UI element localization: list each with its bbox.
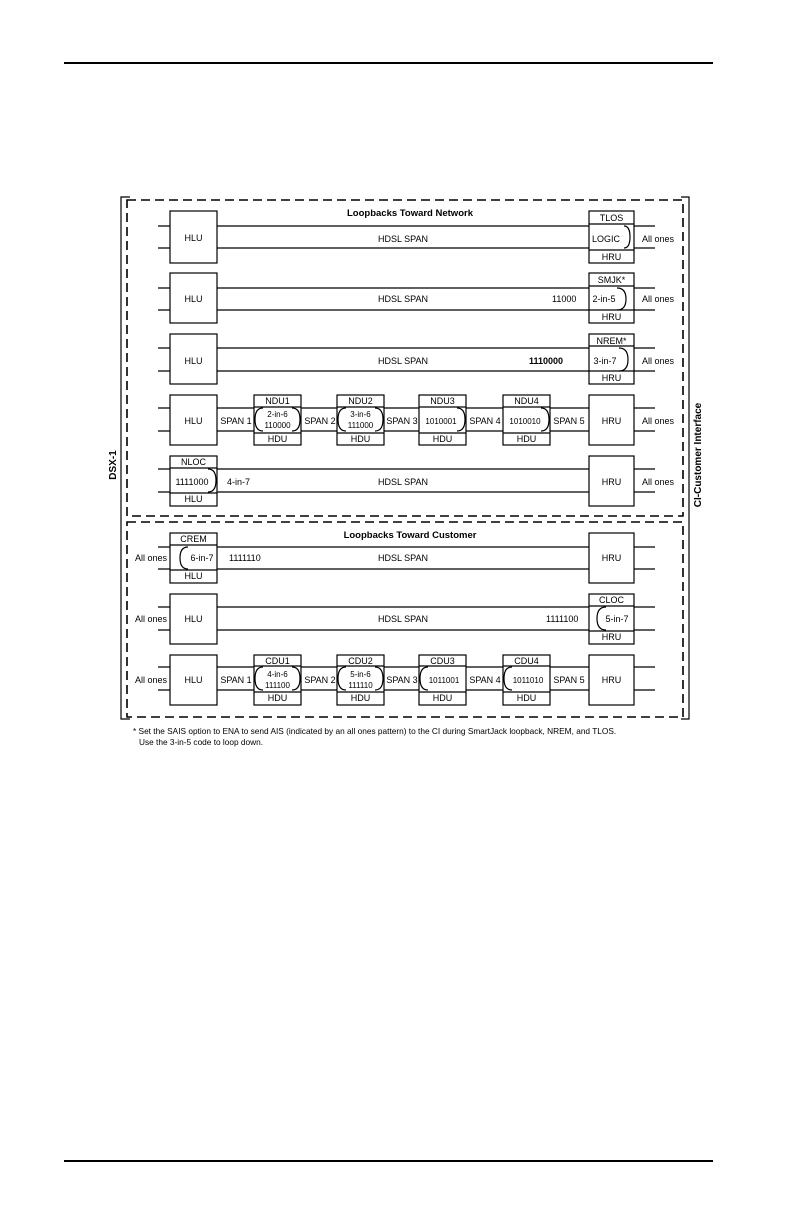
- all-ones-label: All ones: [642, 294, 675, 304]
- ndu2-label: NDU2: [348, 396, 373, 406]
- ndu4: [503, 395, 550, 445]
- nrem-code: 3-in-7: [593, 356, 617, 366]
- hdsl-span-label: HDSL SPAN: [377, 356, 429, 366]
- hlu-label: HLU: [184, 294, 203, 304]
- ndu4-label: NDU4: [514, 396, 539, 406]
- cdu4-code: 1011010: [512, 676, 544, 685]
- hdu-label: HDU: [432, 693, 453, 703]
- smjk-label: SMJK*: [597, 275, 626, 285]
- cloc-label: CLOC: [598, 595, 625, 605]
- tlos-code: LOGIC: [591, 234, 621, 244]
- row-nrem: [158, 334, 675, 384]
- hru-label: HRU: [601, 632, 622, 642]
- span5-label: SPAN 5: [553, 416, 585, 426]
- hlu-label: HLU: [184, 675, 203, 685]
- row-cdu: [135, 655, 655, 705]
- hdu-label: HDU: [267, 434, 288, 444]
- hru-label: HRU: [601, 416, 622, 426]
- hdsl-span-label: HDSL SPAN: [377, 294, 429, 304]
- hlu-label: HLU: [184, 233, 203, 243]
- span3-label: SPAN 3: [386, 675, 418, 685]
- ndu3: [419, 395, 466, 445]
- span4-label: SPAN 4: [469, 675, 501, 685]
- cloc-pattern: 1111100: [546, 614, 579, 624]
- ndu3-label: NDU3: [430, 396, 455, 406]
- network-section-title: Loopbacks Toward Network: [347, 208, 473, 219]
- hdu-label: HDU: [516, 693, 537, 703]
- span4-label: SPAN 4: [469, 416, 501, 426]
- customer-section-title: Loopbacks Toward Customer: [343, 530, 477, 541]
- ndu3-code: 1010001: [425, 417, 457, 426]
- all-ones-label: All ones: [135, 675, 168, 685]
- hlu-label: HLU: [184, 416, 203, 426]
- cdu1-code: 4-in-6: [267, 670, 288, 679]
- hdsl-span-label: HDSL SPAN: [377, 614, 429, 624]
- nloc-pattern: 4-in-7: [227, 477, 251, 487]
- hdsl-span-label: HDSL SPAN: [377, 477, 429, 487]
- hru-label: HRU: [601, 675, 622, 685]
- span2-label: SPAN 2: [304, 416, 336, 426]
- hru-label: HRU: [601, 373, 622, 383]
- cdu4: [503, 655, 550, 705]
- crem-label: CREM: [180, 534, 207, 544]
- nrem-label: NREM*: [596, 336, 627, 346]
- cdu2-pattern: 111110: [348, 681, 373, 690]
- nloc-code: 1111000: [175, 477, 209, 487]
- hdu-label: HDU: [516, 434, 537, 444]
- dsx-label: DSX-1: [108, 450, 119, 480]
- cdu3-label: CDU3: [430, 656, 455, 666]
- smjk-pattern: 11000: [552, 294, 577, 304]
- crem-pattern: 1111110: [229, 553, 261, 563]
- ndu1-code: 2-in-6: [267, 410, 288, 419]
- hdsl-span-label: HDSL SPAN: [377, 553, 429, 563]
- smjk-code: 2-in-5: [592, 294, 616, 304]
- crem-code: 6-in-7: [190, 553, 214, 563]
- hdu-label: HDU: [267, 693, 288, 703]
- span1-label: SPAN 1: [220, 416, 252, 426]
- span5-label: SPAN 5: [553, 675, 585, 685]
- hdu-label: HDU: [432, 434, 453, 444]
- dsx-bracket: [121, 197, 130, 719]
- ndu2-pattern: 111000: [347, 421, 374, 430]
- hlu-label: HLU: [184, 356, 203, 366]
- hdsl-span-label: HDSL SPAN: [377, 234, 429, 244]
- ndu1: [254, 395, 301, 445]
- hru-label: HRU: [601, 312, 622, 322]
- nloc-label: NLOC: [180, 457, 207, 467]
- cdu3: [419, 655, 466, 705]
- all-ones-label: All ones: [642, 477, 675, 487]
- cdu4-label: CDU4: [514, 656, 539, 666]
- cloc-code: 5-in-7: [605, 614, 629, 624]
- ci-label: CI-Customer Interface: [693, 402, 704, 508]
- all-ones-label: All ones: [642, 356, 675, 366]
- span2-label: SPAN 2: [304, 675, 336, 685]
- cdu1-label: CDU1: [265, 656, 290, 666]
- span3-label: SPAN 3: [386, 416, 418, 426]
- row-smjk: [158, 273, 675, 323]
- footnote-line-2: Use the 3-in-5 code to loop down.: [139, 736, 264, 747]
- hlu-label: HLU: [184, 571, 203, 581]
- footnote: [133, 726, 733, 747]
- hru-label: HRU: [601, 252, 622, 262]
- cdu3-code: 1011001: [428, 676, 460, 685]
- all-ones-label: All ones: [135, 553, 168, 563]
- ndu1-pattern: 110000: [264, 421, 291, 430]
- ndu2-code: 3-in-6: [350, 410, 371, 419]
- all-ones-label: All ones: [135, 614, 168, 624]
- cdu2-label: CDU2: [348, 656, 373, 666]
- hlu-label: HLU: [184, 494, 203, 504]
- cdu2: [337, 655, 384, 705]
- hlu-label: HLU: [184, 614, 203, 624]
- row-cloc: [135, 594, 655, 644]
- all-ones-label: All ones: [642, 234, 675, 244]
- hru-label: HRU: [601, 477, 622, 487]
- cdu1: [254, 655, 301, 705]
- ndu4-code: 1010010: [509, 417, 541, 426]
- footnote-line-1: * Set the SAIS option to ENA to send AIS (indicated by an all ones pattern) to the CI during SmartJack loopback, NREM, and TLOS.: [133, 726, 617, 736]
- hdu-label: HDU: [350, 693, 371, 703]
- hdu-label: HDU: [350, 434, 371, 444]
- hru-label: HRU: [601, 553, 622, 563]
- cdu1-pattern: 111100: [265, 681, 290, 690]
- cdu2-code: 5-in-6: [350, 670, 371, 679]
- span1-label: SPAN 1: [220, 675, 252, 685]
- ndu1-label: NDU1: [265, 396, 290, 406]
- row-nloc: [158, 456, 675, 506]
- nrem-pattern: 1110000: [529, 356, 564, 366]
- all-ones-label: All ones: [642, 416, 675, 426]
- ndu2: [337, 395, 384, 445]
- tlos-label: TLOS: [599, 213, 624, 223]
- row-ndu: [158, 395, 675, 445]
